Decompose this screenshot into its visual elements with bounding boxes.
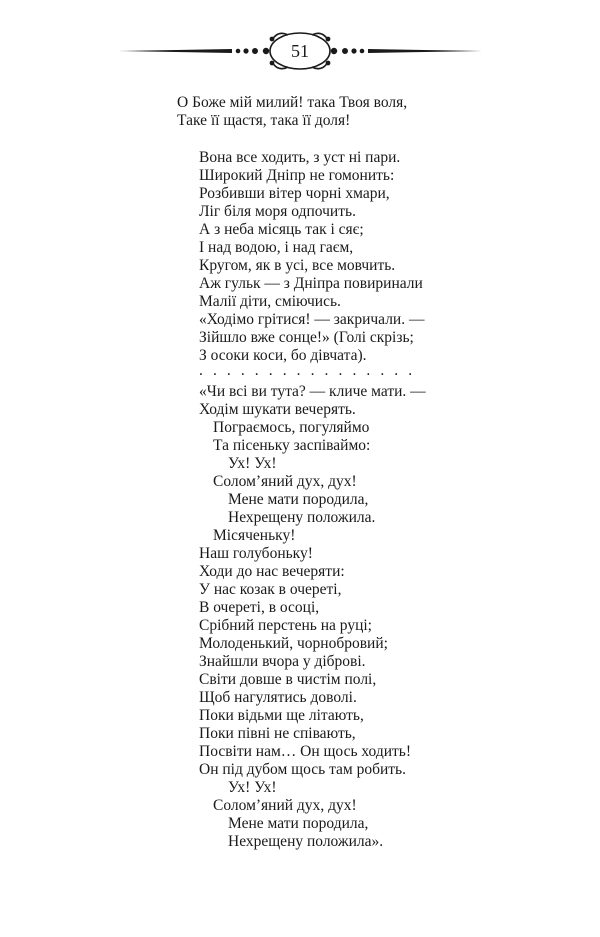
poem-line: Мене мати породила, (228, 815, 369, 832)
poem-line: Мене мати породила, (228, 491, 369, 508)
poem-line: Таке її щастя, така її доля! (177, 112, 351, 129)
poem-line: Широкий Дніпр не гомонить: (199, 167, 395, 184)
poem-line: Наш голубоньку! (199, 545, 313, 562)
poem-line: Срібний перстень на руці; (199, 617, 372, 634)
poem-line: У нас козак в очереті, (199, 581, 342, 598)
poem-line: Нехрещену положила. (228, 509, 376, 526)
poem-line: Ходи до нас вечеряти: (199, 563, 345, 580)
poem-line: Поки відьми ще літають, (199, 707, 364, 724)
poem-line: Знайшли вчора у діброві. (199, 653, 366, 670)
poem-line: «Ходімо грітися! — закричали. — (199, 311, 425, 328)
poem-line: З осоки коси, бо дівчата). (199, 347, 367, 364)
poem-line: Малії діти, сміючись. (199, 293, 341, 310)
poem-line: Поки півні не співають, (199, 725, 356, 742)
poem-line: Ух! Ух! (228, 455, 277, 472)
page-number: 51 (291, 41, 309, 61)
poem-line: Посвіти нам… Он щось ходить! (199, 743, 412, 760)
poem-line: Аж гульк — з Дніпра повиринали (199, 275, 423, 292)
poem-line: Ліг біля моря одпочить. (199, 203, 356, 220)
poem-line: О Боже мій милий! така Твоя воля, (177, 94, 408, 111)
poem-line: Зійшло вже сонце!» (Голі скрізь; (199, 329, 414, 346)
poem-line: Вона все ходить, з уст ні пари. (199, 149, 401, 166)
poem-line: Нехрещену положила». (228, 833, 384, 850)
poem-line: Ух! Ух! (228, 779, 277, 796)
poem-line: «Чи всі ви тута? — кличе мати. — (199, 383, 426, 400)
page-header-ornament (0, 0, 600, 100)
poem-line: Кругом, як в усі, все мовчить. (199, 257, 396, 274)
poem-line: Розбивши вітер чорні хмари, (199, 185, 390, 202)
poem-line: В очереті, в осоці, (199, 599, 320, 616)
poem-line: Он під дубом щось там робить. (199, 761, 407, 778)
poem-line: Та пісеньку заспіваймо: (213, 437, 371, 454)
poem-line: Щоб нагулятись доволі. (199, 689, 357, 706)
poem-line: Місяченьку! (213, 527, 296, 544)
poem-line: Світи довше в чистім полі, (199, 671, 377, 688)
poem-line: Солом’яний дух, дух! (213, 797, 357, 814)
poem-line: Ходім шукати вечерять. (199, 401, 356, 418)
poem-line: Солом’яний дух, дух! (213, 473, 357, 490)
poem-line: Молоденький, чорнобровий; (199, 635, 388, 652)
poem-line: І над водою, і над гаєм, (199, 239, 354, 256)
poem-line: А з неба місяць так і сяє; (199, 221, 364, 238)
poem-line: Пограємось, погуляймо (213, 419, 370, 436)
ellipsis-row: . . . . . . . . . . . . . . . . (199, 362, 416, 379)
